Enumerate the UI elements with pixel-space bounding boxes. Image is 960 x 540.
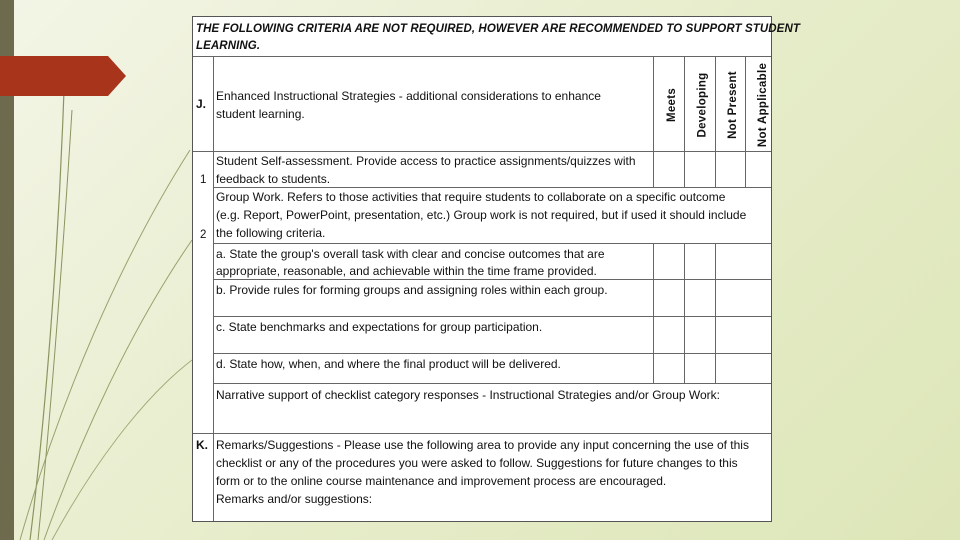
header-line-2: LEARNING. [196,40,261,52]
section-j-marker: J. [196,97,207,111]
column-header-developing: Developing [696,72,709,138]
grid-line [213,316,771,317]
section-k-line-4: Remarks and/or suggestions: [216,492,373,506]
column-header-meets: Meets [666,87,679,123]
grid-line [213,353,771,354]
criterion-d: d. State how, when, and where the final product will be delivered. [216,357,561,371]
grid-line [193,433,771,434]
section-k-line-2: checklist or any of the procedures you were asked to follow. Suggestions for future changes to this [216,456,738,470]
section-k-line-3: form or to the online course maintenance and improvement process are encouraged. [216,474,667,488]
grid-line [653,56,654,187]
item-1-number: 1 [200,174,207,186]
header-line-1: THE FOLLOWING CRITERIA ARE NOT REQUIRED, HOWEVER ARE RECOMMENDED TO SUPPORT STUDENT [196,23,800,35]
grid-line [213,243,771,244]
section-k-line-1: Remarks/Suggestions - Please use the following area to provide any input concerning the use of this [216,438,749,452]
item-2-number: 2 [200,229,207,241]
section-j-line-1: Enhanced Instructional Strategies - additional considerations to enhance [216,89,601,103]
criterion-a-line-2: appropriate, reasonable, and achievable within the time frame provided. [216,264,597,278]
column-header-not-present: Not Present [727,71,739,139]
grid-line [213,383,771,384]
grid-line [653,243,654,383]
arrow-shape [0,56,126,96]
criterion-b: b. Provide rules for forming groups and assigning roles within each group. [216,283,608,297]
grid-line [715,243,716,383]
grid-line [684,56,685,187]
criterion-c: c. State benchmarks and expectations for group participation. [216,320,543,334]
grid-line [684,243,685,383]
item-2-line-3: the following criteria. [216,226,326,240]
item-2-line-2: (e.g. Report, PowerPoint, presentation, etc.) Group work is not required, but if used it should include [216,208,747,222]
item-1-line-1: Student Self-assessment. Provide access to practice assignments/quizzes with [216,154,636,168]
narrative-label: Narrative support of checklist category responses - Instructional Strategies and/or Group Work: [216,388,721,402]
item-1-line-2: feedback to students. [216,172,331,186]
grid-line [745,56,746,187]
grid-line [213,187,771,188]
item-2-line-1: Group Work. Refers to those activities that require students to collaborate on a specific outcome [216,190,726,204]
grid-line [213,56,214,521]
section-j-line-2: student learning. [216,107,305,121]
section-k-marker: K. [196,438,208,452]
criterion-a-line-1: a. State the group's overall task with clear and concise outcomes that are [216,247,605,261]
grid-line [715,56,716,187]
grid-line [213,279,771,280]
checklist-document [192,16,800,522]
column-header-not-applicable: Not Applicable [757,62,769,148]
